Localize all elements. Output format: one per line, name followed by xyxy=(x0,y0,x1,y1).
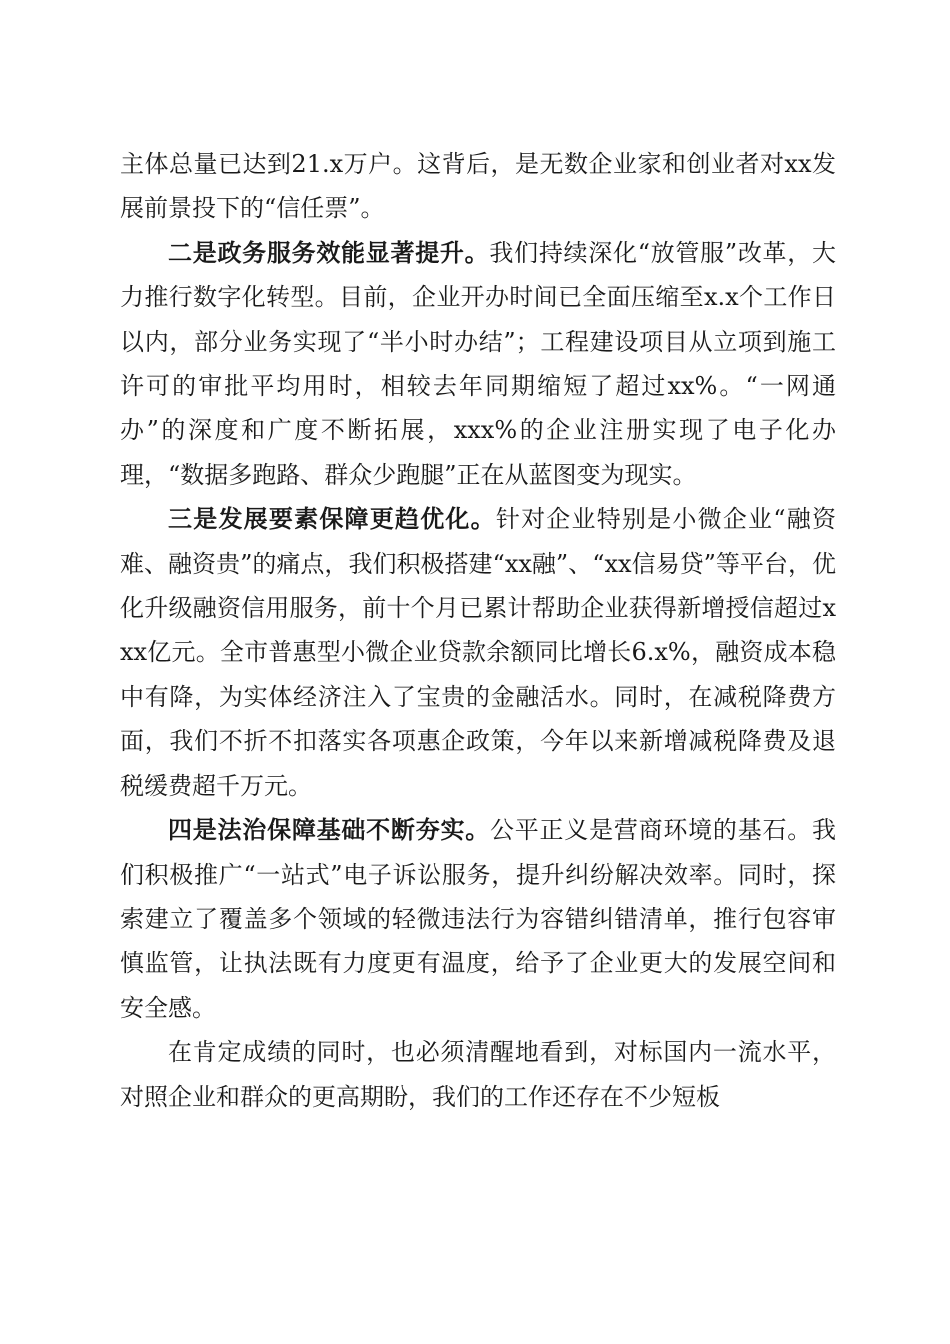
paragraph-factor-guarantee xyxy=(120,497,836,808)
document-body xyxy=(120,142,836,1119)
paragraph-text: 我们持续深化“放管服”改革，大力推行数字化转型。目前，企业开办时间已全面压缩至x.x个工作日以内，部分业务实现了“半小时办结”；工程建设项目从立项到施工许可的审批平均用时，相较去年同期缩短了超过xx%。“一网通办”的深度和广度不断拓展，xxx%的企业注册实现了电子化办理，“数据多跑路、群众少跑腿”正在从蓝图变为现实。 xyxy=(120,238,837,489)
paragraph-heading: 四是法治保障基础不断夯实。 xyxy=(168,815,490,845)
paragraph-heading: 二是政务服务效能显著提升。 xyxy=(168,237,490,267)
paragraph-text: 针对企业特别是小微企业“融资难、融资贵”的痛点，我们积极搭建“xx融”、“xx信易贷”等平台，优化升级融资信用服务，前十个月已累计帮助企业获得新增授信超过xxx亿元。全市普惠型小微企业贷款余额同比增长6.x%，融资成本稳中有降，为实体经济注入了宝贵的金融活水。同时，在减税降费方面，我们不折不扣落实各项惠企政策，今年以来新增减税降费及退税缓费超千万元。 xyxy=(120,505,836,800)
paragraph-heading: 三是发展要素保障更趋优化。 xyxy=(168,504,496,534)
paragraph-shortcomings xyxy=(120,1030,836,1119)
paragraph-text: 主体总量已达到21.x万户。这背后，是无数企业家和创业者对xx发展前景投下的“信任票”。 xyxy=(120,150,836,223)
paragraph-government-services xyxy=(120,231,836,497)
paragraph-rule-of-law xyxy=(120,808,836,1030)
paragraph-text: 在肯定成绩的同时，也必须清醒地看到，对标国内一流水平，对照企业和群众的更高期盼，我们的工作还存在不少短板 xyxy=(120,1038,836,1111)
paragraph-continuation xyxy=(120,142,836,231)
paragraph-text: 公平正义是营商环境的基石。我们积极推广“一站式”电子诉讼服务，提升纠纷解决效率。同时，探索建立了覆盖多个领域的轻微违法行为容错纠错清单，推行包容审慎监管，让执法既有力度更有温度，给予了企业更大的发展空间和安全感。 xyxy=(120,816,836,1022)
